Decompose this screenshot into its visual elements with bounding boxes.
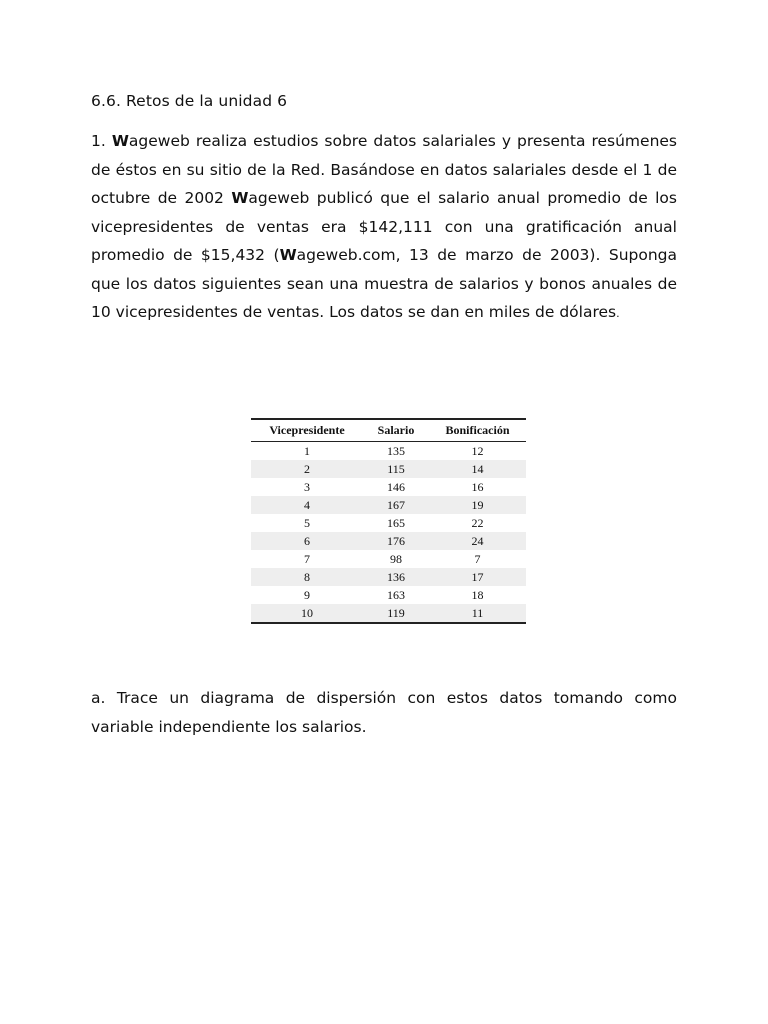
closing-period: . — [616, 307, 620, 320]
table-header-row — [251, 419, 526, 442]
table-cell: 9 — [304, 587, 310, 602]
table-row — [251, 514, 526, 532]
problem-1-text — [91, 127, 677, 329]
table-cell: 18 — [471, 587, 484, 602]
section-heading: 6.6. Retos de la unidad 6 — [91, 92, 288, 110]
table-cell: 1 — [304, 443, 310, 458]
table-cell: 6 — [304, 533, 310, 548]
problem-number: 1. — [91, 132, 112, 150]
table-cell: 165 — [387, 515, 405, 530]
table-cell: 17 — [471, 569, 484, 584]
table-cell: 146 — [387, 479, 405, 494]
table-row — [251, 496, 526, 514]
table-cell: 22 — [471, 515, 484, 530]
brand-initial: W — [231, 189, 249, 207]
brand-initial: W — [279, 246, 297, 264]
column-header-salario: Salario — [377, 423, 415, 437]
brand-initial: W — [111, 132, 129, 150]
table-cell: 119 — [387, 605, 405, 620]
column-header-bonificacion: Bonificación — [445, 423, 510, 437]
table-cell: 19 — [471, 497, 484, 512]
table-cell: 2 — [304, 461, 310, 476]
table-cell: 24 — [471, 533, 484, 548]
table-row — [251, 478, 526, 496]
table-cell: 8 — [304, 569, 310, 584]
table-row — [251, 550, 526, 568]
problem-text-part: ageweb.com, 13 de marzo de 2003). Suponga que los datos siguientes sean una muestra de salarios y bonos anuales de 10 vicepresidentes de ventas. Los datos se dan en miles de dólares — [91, 246, 678, 321]
table-cell: 4 — [304, 497, 310, 512]
table-cell: 16 — [471, 479, 484, 494]
table-cell: 163 — [387, 587, 405, 602]
salary-table — [251, 418, 526, 624]
table-row — [251, 568, 526, 586]
table-cell: 7 — [474, 551, 481, 566]
table-cell: 176 — [387, 533, 405, 548]
table-cell: 14 — [471, 461, 484, 476]
table-row — [251, 586, 526, 604]
table-cell: 167 — [387, 497, 405, 512]
table-cell: 115 — [387, 461, 405, 476]
column-header-vicepresidente: Vicepresidente — [269, 423, 345, 437]
table-row — [251, 604, 526, 623]
table-cell: 12 — [471, 443, 484, 458]
table-cell: 11 — [471, 605, 484, 620]
table-cell: 10 — [301, 605, 313, 620]
table-row — [251, 442, 526, 461]
table-cell: 3 — [304, 479, 310, 494]
table-cell: 7 — [304, 551, 310, 566]
table-cell: 136 — [387, 569, 405, 584]
problem-text-part: ageweb realiza estudios sobre datos salariales y presenta resúmenes de éstos en su sitio de la Red. Basándose en datos salariales desde el 1 de octubre de 2002 — [91, 132, 678, 207]
table-row — [251, 460, 526, 478]
table-cell: 5 — [304, 515, 310, 530]
table-cell: 135 — [387, 443, 405, 458]
table-cell: 98 — [390, 551, 402, 566]
table-row — [251, 532, 526, 550]
problem-text-part: ageweb publicó que el salario anual promedio de los vicepresidentes de ventas era $142,111 con una gratificación anual promedio de $15,432 ( — [91, 189, 677, 264]
question-a-text: a. Trace un diagrama de dispersión con estos datos tomando como variable independiente los salarios. — [91, 689, 677, 736]
